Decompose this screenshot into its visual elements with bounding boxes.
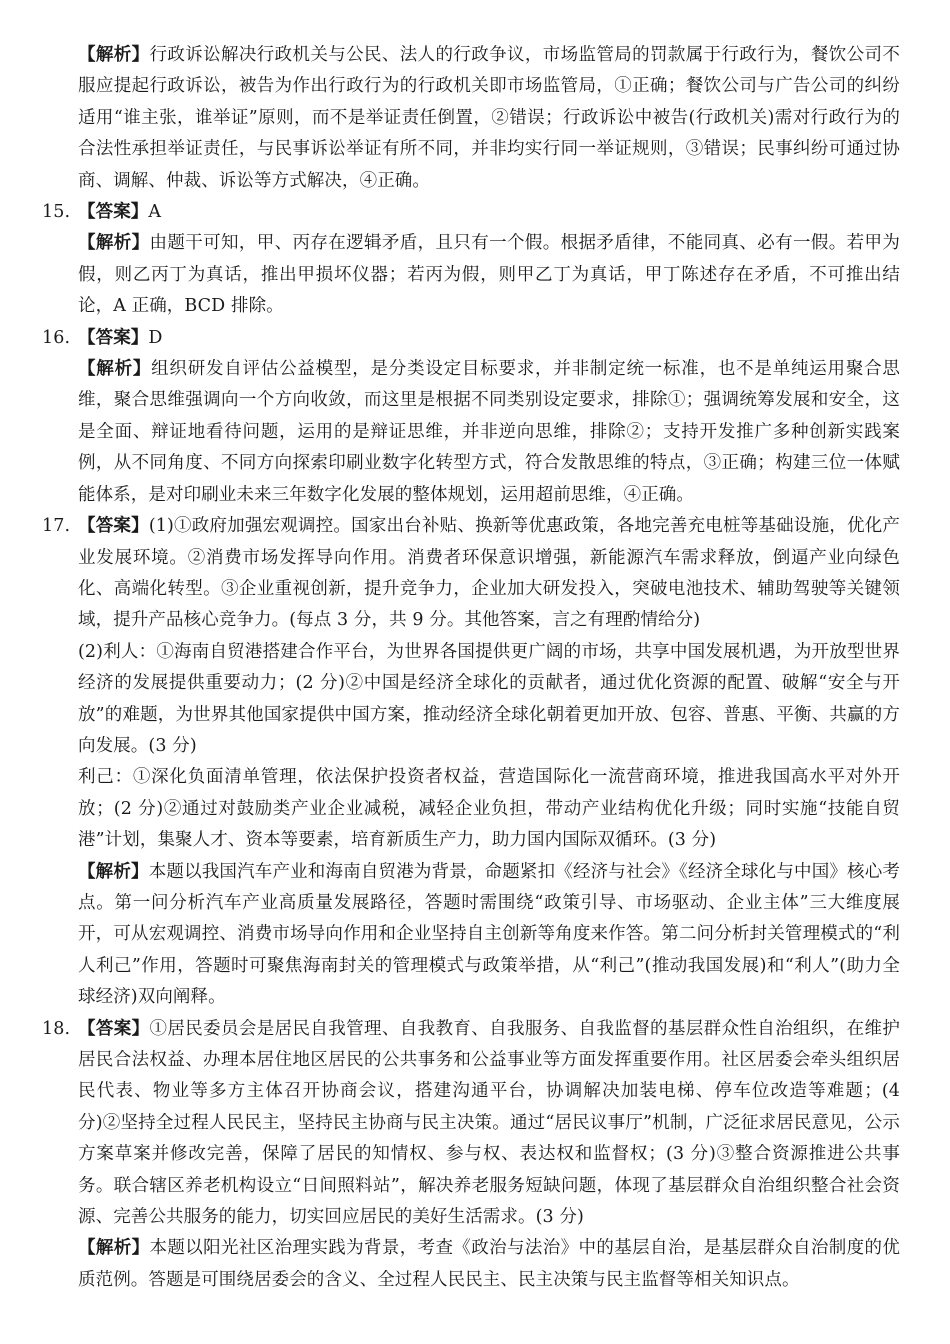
question-16 [42,323,900,511]
analysis-tag: 【解析】 [78,45,150,65]
q15-answer [42,197,900,228]
analysis-tag: 【解析】 [78,861,149,882]
answer-sheet-page [42,40,901,1296]
q18-number: 18. [42,1018,71,1039]
q17-answer-part3: 利己：①深化负面清单管理，依法保护投资者权益，营造国际化一流营商环境，推进我国高水平对外开放；(2 分)②通过对鼓励类产业企业减税，减轻企业负担，带动产业结构优化升级；同时实施“技能自贸港”计划，集聚人才、资本等要素，培育新质生产力，助力国内国际双循环。(3 分) [78,767,900,851]
analysis-tag: 【解析】 [78,233,150,254]
q15-analysis-text: 由题干可知，甲、丙存在逻辑矛盾，且只有一个假。根据矛盾律，不能同真、必有一假。若甲为假，则乙丙丁为真话，推出甲损坏仪器；若丙为假，则甲乙丁为真话，甲丁陈述存在矛盾，不可推出结论，A 正确，BCD 排除。 [78,233,901,317]
q14-analysis [78,40,900,197]
q18-answer [42,1014,901,1234]
q17-answer-part1-text: (1)①政府加强宏观调控。国家出台补贴、换新等优惠政策，各地完善充电桩等基础设施，优化产业发展环境。②消费市场发挥导向作用。消费者环保意识增强，新能源汽车需求释放，倒逼产业向绿色化、高端化转型。③企业重视创新，提升竞争力，企业加大研发投入，突破电池技术、辅助驾驶等关键领域，提升产品核心竞争力。(每点 3 分，共 9 分。其他答案，言之有理酌情给分) [78,516,900,631]
answer-tag: 【答案】 [78,327,149,348]
q17-answer-part1 [42,511,900,637]
q16-analysis-text: 组织研发自评估公益模型，是分类设定目标要求，并非制定统一标准，也不是单纯运用聚合思维，聚合思维强调向一个方向收敛，而这里是根据不同类别设定要求，排除①；强调统筹发展和安全，这是全面、辩证地看待问题，运用的是辩证思维，并非逆向思维，排除②；支持开发推广多种创新实践案例，从不同角度、不同方向探索印刷业数字化转型方式，符合发散思维的特点，③正确；构建三位一体赋能体系，是对印刷业未来三年数字化发展的整体规划，运用超前思维，④正确。 [78,359,900,505]
analysis-tag: 【解析】 [78,359,152,380]
answer-tag: 【答案】 [78,516,149,537]
analysis-tag: 【解析】 [78,1238,150,1259]
q15-answer-text: A [148,202,162,223]
question-15 [42,197,901,323]
q17-answer-part2: (2)利人：①海南自贸港搭建合作平台，为世界各国提供更广阔的市场，共享中国发展机遇，为开放型世界经济的发展提供重要动力；(2 分)②中国是经济全球化的贡献者，通过优化资源的配置、破解“安全与开放”的难题，为世界其他国家提供中国方案，推动经济全球化朝着更加开放、包容、普惠、平衡、共赢的方向发展。(3 分) [78,641,900,756]
q16-answer-text: D [148,327,163,348]
q17-number: 17. [42,516,71,537]
answer-tag: 【答案】 [78,202,149,223]
q18-answer-text: ①居民委员会是居民自我管理、自我教育、自我服务、自我监督的基层群众性自治组织，在维护居民合法权益、办理本居住地区居民的公共事务和公益事业等方面发挥重要作用。社区居委会牵头组织居民代表、物业等多方主体召开协商会议，搭建沟通平台，协调解决加装电梯、停车位改造等难题；(4 分)②坚持全过程人民民主，坚持民主协商与民主决策。通过“居民议事厅”机制，广泛征求居民意见，公示方案草案并修改完善，保障了居民的知情权、参与权、表达权和监督权；(3 分)③整合资源推进公共事务。联合辖区养老机构设立“日间照料站”，解决养老服务短缺问题，体现了基层群众自治组织整合社会资源、完善公共服务的能力，切实回应居民的美好生活需求。(3 分) [78,1018,901,1228]
q16-answer [42,323,900,354]
q14-analysis-text: 行政诉讼解决行政机关与公民、法人的行政争议，市场监管局的罚款属于行政行为，餐饮公司不服应提起行政诉讼，被告为作出行政行为的行政机关即市场监管局，①正确；餐饮公司与广告公司的纠纷适用“谁主张，谁举证”原则，而不是举证责任倒置，②错误；行政诉讼中被告(行政机关)需对行政行为的合法性承担举证责任，与民事诉讼举证有所不同，并非均实行同一举证规则，③错误；民事纠纷可通过协商、调解、仲裁、诉讼等方式解决，④正确。 [78,45,901,191]
answer-tag: 【答案】 [78,1018,150,1039]
q15-number: 15. [42,202,71,223]
q17-analysis [78,857,900,1014]
q15-analysis [78,228,900,322]
q18-analysis [78,1233,900,1296]
question-18 [42,1014,901,1297]
q16-number: 16. [42,327,71,348]
question-17 [42,511,901,1014]
q16-analysis [78,354,900,511]
q18-analysis-text: 本题以阳光社区治理实践为背景，考查《政治与法治》中的基层自治，是基层群众自治制度的优质范例。答题是可围绕居委会的含义、全过程人民民主、民主决策与民主监督等相关知识点。 [78,1238,901,1290]
q17-analysis-text: 本题以我国汽车产业和海南自贸港为背景，命题紧扣《经济与社会》《经济全球化与中国》核心考点。第一问分析汽车产业高质量发展路径，答题时需围绕“政策引导、市场驱动、企业主体”三大维度展开，可从宏观调控、消费市场导向作用和企业坚持自主创新等角度来作答。第二问分析封关管理模式的“利人利己”作用，答题时可聚焦海南封关的管理模式与政策举措，从“利己”(推动我国发展)和“利人”(助力全球经济)双向阐释。 [78,861,901,1008]
